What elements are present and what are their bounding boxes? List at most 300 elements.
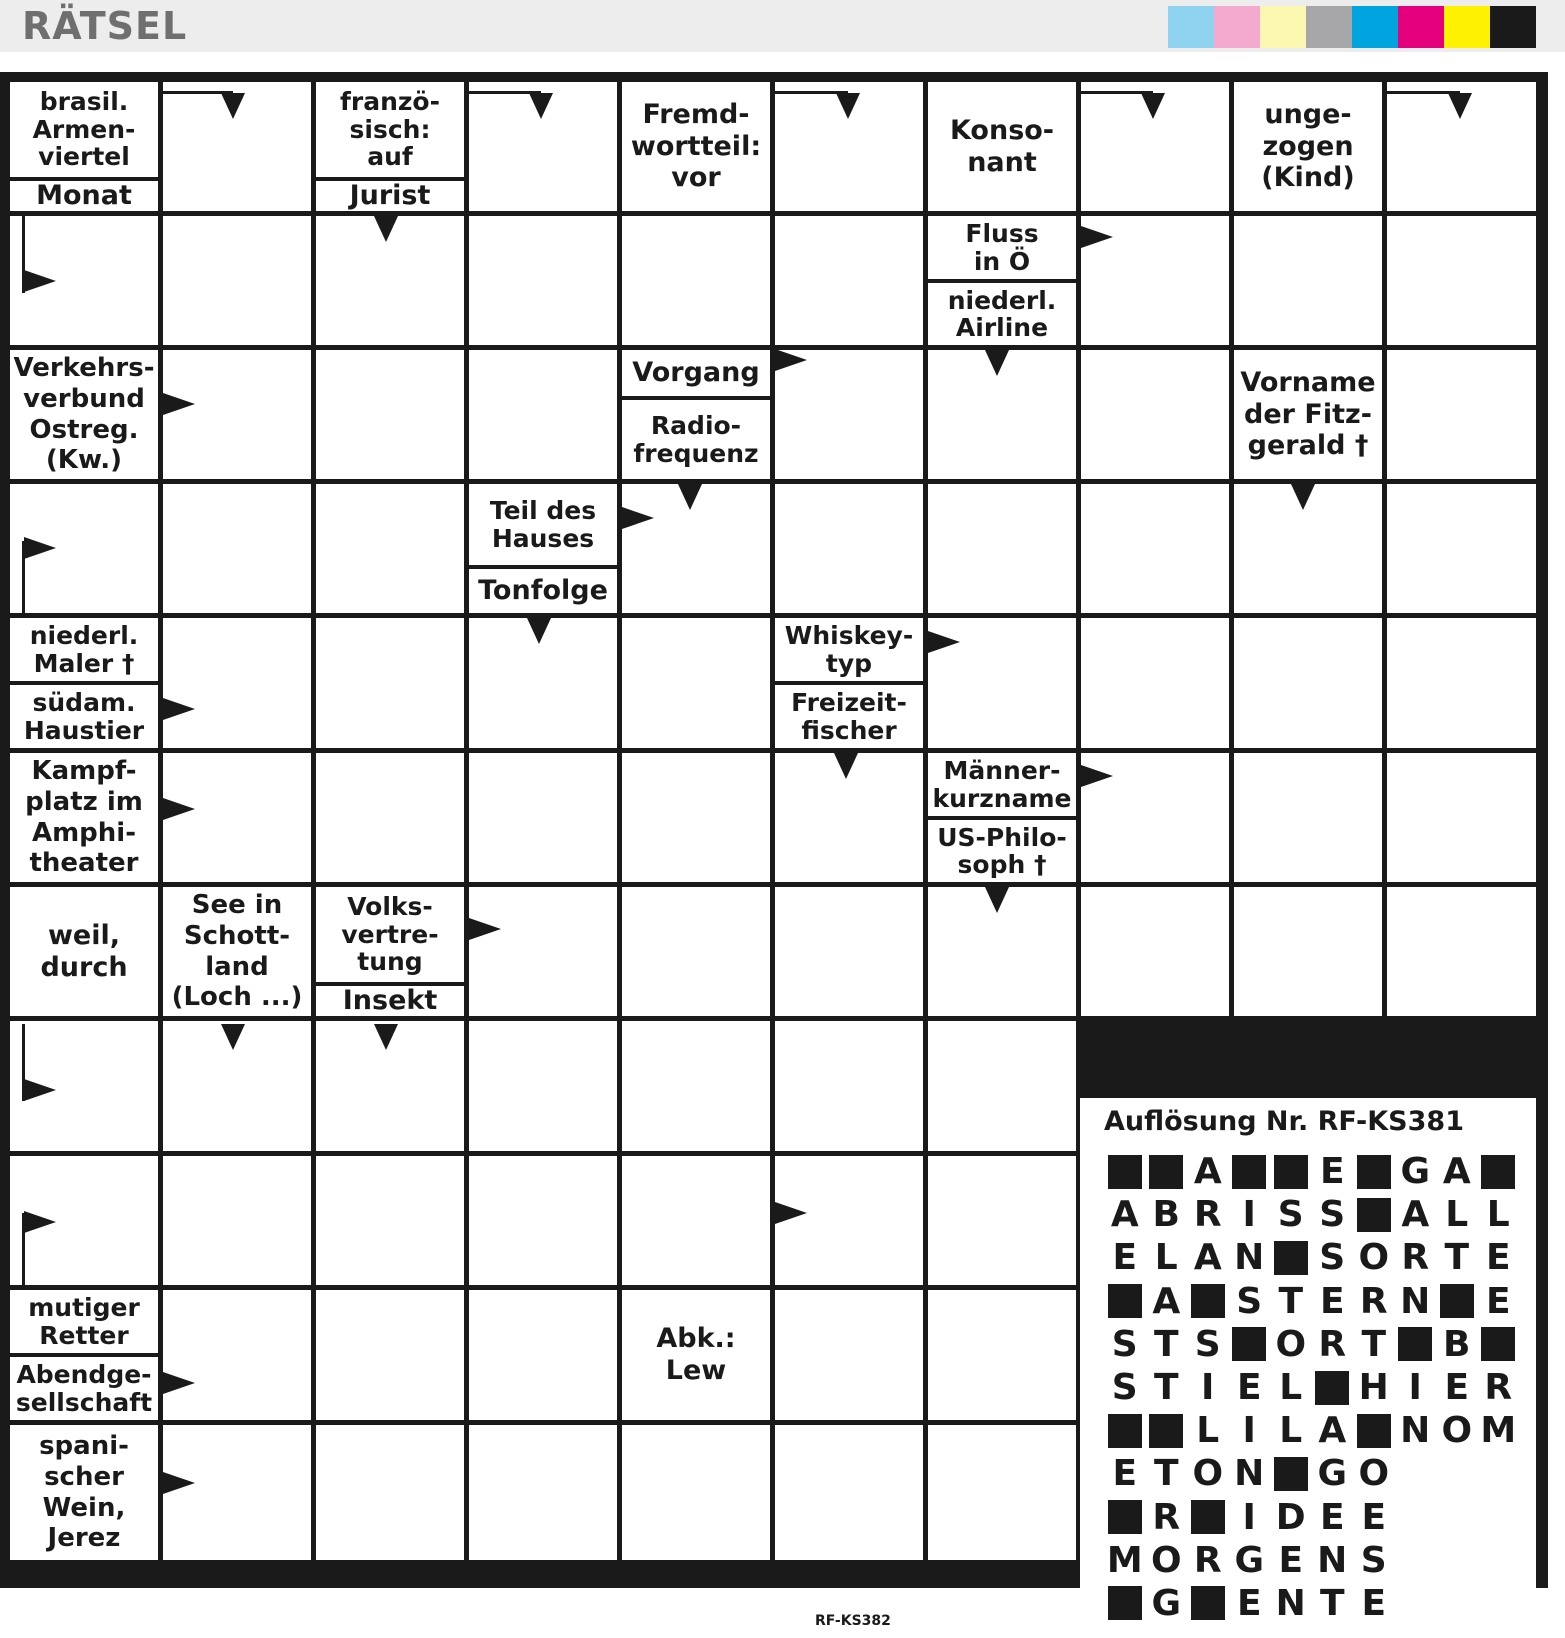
flag-arrow-icon: [24, 270, 56, 292]
clue-box: [316, 181, 464, 211]
solution-letter: T: [1153, 1453, 1179, 1495]
clue-text: Vorgang: [632, 357, 760, 389]
solution-letter: S: [1319, 1237, 1346, 1279]
clue-text: soph †: [957, 850, 1047, 879]
arrow-down-icon: [678, 484, 702, 510]
clue-box: [10, 753, 158, 882]
clue-box: [10, 350, 158, 479]
solution-letter: I: [1201, 1367, 1215, 1409]
arrow-down-icon: [1141, 93, 1165, 119]
solution-letter: E: [1361, 1496, 1387, 1538]
solution-row: [1104, 1539, 1519, 1582]
grid-cell[interactable]: [1387, 216, 1536, 345]
clue-text: Freizeit-: [791, 688, 907, 717]
grid-cell[interactable]: [316, 753, 464, 882]
solution-letter: D: [1275, 1496, 1306, 1538]
grid-cell[interactable]: [1234, 753, 1382, 882]
clue-text: vertre-: [341, 919, 439, 949]
solution-letter: E: [1444, 1367, 1470, 1409]
arrow-right-icon: [163, 393, 195, 415]
solution-letter: E: [1319, 1280, 1345, 1322]
solution-grid: [1104, 1150, 1519, 1625]
solution-black-square: [1229, 1152, 1271, 1192]
clue-text: weil,: [47, 919, 121, 951]
color-swatch: [1398, 6, 1444, 48]
grid-cell[interactable]: [469, 1425, 617, 1560]
solution-letter: G: [1151, 1582, 1182, 1624]
arrow-down-icon: [221, 93, 245, 119]
solution-letter: L: [1279, 1367, 1303, 1409]
solution-letter: L: [1486, 1194, 1510, 1236]
clue-box: [1234, 350, 1382, 479]
grid-cell[interactable]: [622, 1156, 770, 1285]
clue-box: [10, 1425, 158, 1560]
solution-letter: N: [1400, 1410, 1431, 1452]
solution-letter: S: [1236, 1280, 1263, 1322]
solution-row: [1104, 1496, 1519, 1539]
solution-letter: B: [1443, 1323, 1471, 1365]
solution-letter: N: [1400, 1280, 1431, 1322]
grid-cell[interactable]: [163, 1156, 311, 1285]
solution-row: [1104, 1236, 1519, 1279]
clue-text: viertel: [38, 142, 130, 172]
solution-black-square: [1104, 1497, 1146, 1537]
grid-cell[interactable]: [469, 216, 617, 345]
grid-cell[interactable]: [163, 618, 311, 748]
grid-cell[interactable]: [316, 1290, 464, 1420]
arrow-right-icon: [163, 698, 195, 720]
grid-cell[interactable]: [775, 484, 923, 613]
grid-cell[interactable]: [775, 887, 923, 1016]
solution-letter: A: [1442, 1151, 1471, 1193]
puzzle-code: RF-KS382: [815, 1613, 891, 1629]
clue-text: sisch:: [349, 114, 431, 144]
solution-row: [1104, 1582, 1519, 1625]
solution-letter: E: [1112, 1453, 1138, 1495]
grid-cell[interactable]: [469, 753, 617, 882]
clue-box: [163, 887, 311, 1016]
grid-cell[interactable]: [928, 1021, 1076, 1151]
grid-cell[interactable]: [775, 1021, 923, 1151]
solution-black-square: [1187, 1583, 1229, 1623]
arrow-right-icon: [163, 798, 195, 820]
grid-cell[interactable]: [1234, 887, 1382, 1016]
grid-cell[interactable]: [928, 1290, 1076, 1420]
clue-box: [469, 569, 617, 613]
solution-black-square: [1146, 1411, 1188, 1451]
clue-text: Volks-: [347, 892, 433, 922]
clue-text: durch: [40, 951, 128, 983]
solution-row: [1104, 1150, 1519, 1193]
solution-letter: E: [1361, 1582, 1387, 1624]
clue-text: niederl.: [947, 285, 1057, 315]
arrow-down-icon: [985, 350, 1009, 376]
clue-text: südam.: [32, 688, 136, 717]
clue-text: Kampf-: [31, 756, 137, 787]
clue-box: [10, 1357, 158, 1420]
puzzle-title: RÄTSEL: [22, 4, 188, 48]
solution-letter: R: [1318, 1323, 1347, 1365]
solution-black-square: [1104, 1152, 1146, 1192]
clue-text: sellschaft: [15, 1387, 153, 1417]
solution-black-square: [1353, 1152, 1395, 1192]
grid-cell[interactable]: [1081, 350, 1229, 479]
solution-letter: R: [1359, 1280, 1388, 1322]
solution-letter: E: [1278, 1539, 1304, 1581]
clue-text: frequenz: [633, 438, 759, 468]
clue-box: [928, 820, 1076, 882]
solution-letter: T: [1278, 1280, 1304, 1322]
solution-letter: G: [1400, 1151, 1431, 1193]
solution-letter: L: [1445, 1194, 1469, 1236]
solution-letter: O: [1275, 1323, 1307, 1365]
clue-text: (Kw.): [45, 445, 123, 476]
clue-text: nant: [967, 146, 1037, 178]
clue-text: brasil.: [39, 87, 129, 117]
grid-cell[interactable]: [163, 484, 311, 613]
grid-cell[interactable]: [928, 1425, 1076, 1560]
arrow-down-icon: [529, 93, 553, 119]
clue-text: franzö-: [340, 87, 440, 117]
clue-text: fischer: [801, 715, 897, 745]
color-swatch: [1214, 6, 1260, 48]
clue-box: [622, 1290, 770, 1420]
solution-letter: O: [1358, 1453, 1390, 1495]
solution-black-square: [1104, 1411, 1146, 1451]
color-swatch: [1352, 6, 1398, 48]
clue-text: Abendge-: [16, 1360, 152, 1389]
solution-black-square: [1270, 1152, 1312, 1192]
solution-letter: T: [1361, 1323, 1387, 1365]
clue-box: [928, 283, 1076, 345]
clue-text: (Kind): [1261, 162, 1355, 194]
clue-text: Abk.:: [656, 1323, 736, 1355]
arrow-lead-line: [1080, 91, 1153, 94]
arrow-lead-line: [468, 91, 541, 94]
flag-arrow-icon: [24, 537, 56, 559]
solution-black-square: [1353, 1411, 1395, 1451]
grid-cell[interactable]: [1234, 618, 1382, 748]
grid-cell[interactable]: [163, 216, 311, 345]
arrow-down-icon: [834, 753, 858, 779]
clue-text: Hauses: [491, 523, 595, 553]
arrow-right-icon: [163, 1472, 195, 1494]
solution-letter: E: [1236, 1582, 1262, 1624]
clue-box: [316, 82, 464, 177]
clue-text: typ: [825, 648, 873, 678]
solution-black-square: [1187, 1281, 1229, 1321]
grid-cell[interactable]: [469, 1021, 617, 1151]
clue-text: Schott-: [183, 920, 291, 951]
grid-cell[interactable]: [775, 1290, 923, 1420]
clue-text: (Loch ...): [171, 982, 303, 1013]
solution-letter: L: [1154, 1237, 1178, 1279]
grid-cell[interactable]: [775, 1425, 923, 1560]
solution-row: [1104, 1193, 1519, 1236]
arrow-lead-line: [160, 91, 233, 94]
clue-box: [469, 484, 617, 565]
solution-letter: R: [1152, 1496, 1181, 1538]
clue-box: [10, 1290, 158, 1353]
arrow-right-icon: [163, 1372, 195, 1394]
clue-text: gerald †: [1247, 430, 1369, 462]
clue-text: der Fitz-: [1244, 398, 1372, 430]
clue-text: Fluss: [965, 219, 1039, 248]
solution-letter: R: [1193, 1539, 1222, 1581]
solution-black-square: [1353, 1195, 1395, 1235]
solution-black-square: [1229, 1324, 1271, 1364]
clue-text: wortteil:: [630, 130, 762, 162]
solution-black-square: [1478, 1152, 1520, 1192]
solution-letter: T: [1153, 1323, 1179, 1365]
solution-letter: N: [1234, 1453, 1265, 1495]
grid-cell[interactable]: [1387, 484, 1536, 613]
arrow-right-icon: [928, 631, 960, 653]
clue-box: [928, 753, 1076, 816]
clue-text: platz im: [25, 786, 143, 817]
solution-letter: A: [1152, 1280, 1181, 1322]
solution-letter: M: [1480, 1410, 1517, 1452]
clue-box: [928, 82, 1076, 211]
solution-row: [1104, 1323, 1519, 1366]
clue-box: [1234, 82, 1382, 211]
grid-cell[interactable]: [163, 1290, 311, 1420]
solution-letter: L: [1279, 1410, 1303, 1452]
grid-cell[interactable]: [622, 1021, 770, 1151]
arrow-right-icon: [1081, 765, 1113, 787]
clue-text: Tonfolge: [478, 575, 608, 607]
solution-letter: E: [1485, 1280, 1511, 1322]
solution-letter: G: [1234, 1539, 1265, 1581]
grid-cell[interactable]: [622, 887, 770, 1016]
clue-text: Fremd-: [642, 98, 750, 130]
solution-letter: E: [1485, 1237, 1511, 1279]
clue-text: Whiskey-: [784, 621, 914, 650]
grid-cell[interactable]: [1081, 618, 1229, 748]
clue-text: Retter: [39, 1320, 129, 1350]
clue-text: scher: [44, 1461, 124, 1492]
grid-cell[interactable]: [1081, 484, 1229, 613]
solution-letter: S: [1111, 1323, 1138, 1365]
clue-text: kurzname: [932, 783, 1072, 813]
solution-letter: E: [1236, 1367, 1262, 1409]
grid-cell[interactable]: [775, 216, 923, 345]
solution-letter: I: [1408, 1367, 1422, 1409]
arrow-down-icon: [221, 1024, 245, 1050]
clue-box: [316, 986, 464, 1016]
solution-letter: R: [1484, 1367, 1513, 1409]
grid-cell[interactable]: [622, 216, 770, 345]
grid-cell[interactable]: [622, 618, 770, 748]
solution-letter: O: [1192, 1453, 1224, 1495]
solution-letter: L: [1196, 1410, 1220, 1452]
solution-letter: A: [1193, 1237, 1222, 1279]
solution-row: [1104, 1452, 1519, 1495]
solution-letter: A: [1110, 1194, 1139, 1236]
clue-box: [316, 887, 464, 982]
grid-cell[interactable]: [469, 350, 617, 479]
clue-text: Konso-: [949, 114, 1055, 146]
grid-cell[interactable]: [928, 484, 1076, 613]
color-calibration-strip: [1168, 6, 1536, 48]
arrow-down-icon: [1448, 93, 1472, 119]
color-swatch: [1306, 6, 1352, 48]
clue-text: Armen-: [32, 114, 136, 144]
clue-box: [775, 685, 923, 748]
clue-box: [622, 82, 770, 211]
header-bar: [0, 0, 1565, 52]
clue-text: Lew: [665, 1355, 727, 1386]
solution-letter: E: [1319, 1496, 1345, 1538]
solution-letter: T: [1444, 1237, 1470, 1279]
arrow-down-icon: [1291, 484, 1315, 510]
color-swatch: [1260, 6, 1306, 48]
clue-text: theater: [29, 848, 139, 879]
clue-box: [622, 350, 770, 396]
arrow-right-icon: [775, 349, 807, 371]
solution-letter: M: [1106, 1539, 1143, 1581]
clue-text: vor: [671, 162, 721, 194]
solution-letter: I: [1242, 1410, 1256, 1452]
solution-letter: S: [1111, 1367, 1138, 1409]
clue-box: [10, 181, 158, 211]
arrow-down-icon: [836, 93, 860, 119]
grid-cell[interactable]: [622, 1425, 770, 1560]
solution-letter: I: [1242, 1496, 1256, 1538]
solution-panel: [1080, 1098, 1536, 1638]
solution-letter: S: [1319, 1194, 1346, 1236]
solution-letter: S: [1360, 1539, 1387, 1581]
clue-text: land: [205, 951, 269, 982]
arrow-right-icon: [775, 1202, 807, 1224]
solution-letter: N: [1317, 1539, 1348, 1581]
solution-black-square: [1104, 1281, 1146, 1321]
solution-letter: O: [1441, 1410, 1473, 1452]
arrow-down-icon: [374, 1024, 398, 1050]
clue-text: Ostreg.: [29, 414, 139, 445]
solution-black-square: [1187, 1497, 1229, 1537]
clue-box: [10, 618, 158, 681]
clue-text: Amphi-: [31, 817, 137, 848]
grid-cell[interactable]: [1387, 887, 1536, 1016]
grid-cell[interactable]: [316, 484, 464, 613]
grid-cell[interactable]: [469, 1290, 617, 1420]
solution-black-square: [1312, 1368, 1354, 1408]
arrow-right-icon: [1081, 226, 1113, 248]
clue-box: [622, 400, 770, 479]
solution-letter: O: [1358, 1237, 1390, 1279]
grid-cell[interactable]: [622, 753, 770, 882]
color-swatch: [1168, 6, 1214, 48]
grid-cell[interactable]: [316, 618, 464, 748]
clue-text: Verkehrs-: [13, 353, 155, 384]
solution-black-square: [1270, 1454, 1312, 1494]
solution-letter: N: [1234, 1237, 1265, 1279]
solution-row: [1104, 1409, 1519, 1452]
grid-cell[interactable]: [316, 350, 464, 479]
clue-text: Wein,: [42, 1492, 126, 1523]
flag-arrow-icon: [24, 1211, 56, 1233]
grid-cell[interactable]: [1387, 753, 1536, 882]
solution-letter: S: [1194, 1323, 1221, 1365]
solution-letter: R: [1401, 1237, 1430, 1279]
solution-letter: T: [1319, 1582, 1345, 1624]
clue-box: [10, 82, 158, 177]
solution-letter: I: [1242, 1194, 1256, 1236]
grid-cell[interactable]: [469, 887, 617, 1016]
arrow-down-icon: [374, 216, 398, 242]
clue-text: auf: [367, 142, 413, 172]
solution-black-square: [1436, 1281, 1478, 1321]
arrow-lead-line: [775, 91, 848, 94]
solution-letter: O: [1150, 1539, 1182, 1581]
solution-letter: G: [1317, 1453, 1348, 1495]
clue-text: unge-: [1264, 98, 1352, 130]
clue-box: [10, 887, 158, 1016]
grid-cell[interactable]: [469, 1156, 617, 1285]
grid-cell[interactable]: [1387, 618, 1536, 748]
grid-cell[interactable]: [316, 1425, 464, 1560]
crossword-grid: [0, 72, 1548, 1629]
clue-text: Männer-: [943, 756, 1061, 785]
clue-text: mutiger: [28, 1293, 140, 1322]
grid-cell[interactable]: [1387, 350, 1536, 479]
clue-text: niederl.: [29, 621, 139, 650]
color-swatch: [1490, 6, 1536, 48]
arrow-down-icon: [527, 618, 551, 644]
grid-cell[interactable]: [1081, 887, 1229, 1016]
arrow-lead-line: [1387, 91, 1460, 94]
clue-text: Insekt: [342, 986, 438, 1016]
solution-letter: T: [1153, 1367, 1179, 1409]
solution-letter: A: [1318, 1410, 1347, 1452]
solution-black-square: [1146, 1152, 1188, 1192]
grid-cell[interactable]: [928, 1156, 1076, 1285]
clue-text: zogen: [1262, 130, 1354, 162]
clue-text: tung: [357, 947, 423, 977]
solution-letter: A: [1401, 1194, 1430, 1236]
solution-letter: N: [1275, 1582, 1306, 1624]
clue-text: Jerez: [47, 1523, 121, 1554]
solution-letter: B: [1152, 1194, 1180, 1236]
arrow-right-icon: [469, 918, 501, 940]
solution-letter: E: [1112, 1237, 1138, 1279]
clue-text: Radio-: [650, 411, 742, 440]
clue-text: Vorname: [1240, 366, 1376, 398]
arrow-right-icon: [622, 507, 654, 529]
solution-letter: S: [1277, 1194, 1304, 1236]
arrow-down-icon: [985, 887, 1009, 913]
solution-black-square: [1104, 1583, 1146, 1623]
solution-letter: A: [1193, 1151, 1222, 1193]
clue-text: Maler †: [33, 648, 135, 678]
clue-text: Monat: [36, 181, 132, 211]
clue-text: Haustier: [23, 715, 145, 745]
solution-black-square: [1270, 1238, 1312, 1278]
grid-cell[interactable]: [1234, 216, 1382, 345]
clue-box: [928, 216, 1076, 279]
solution-title: Auflösung Nr. RF-KS381: [1104, 1106, 1464, 1137]
solution-letter: E: [1319, 1151, 1345, 1193]
clue-text: in Ö: [973, 246, 1031, 276]
clue-text: Airline: [955, 313, 1049, 342]
flag-arrow-icon: [24, 1079, 56, 1101]
clue-box: [775, 618, 923, 681]
solution-row: [1104, 1280, 1519, 1323]
solution-letter: H: [1358, 1367, 1389, 1409]
solution-row: [1104, 1366, 1519, 1409]
grid-cell[interactable]: [316, 1156, 464, 1285]
